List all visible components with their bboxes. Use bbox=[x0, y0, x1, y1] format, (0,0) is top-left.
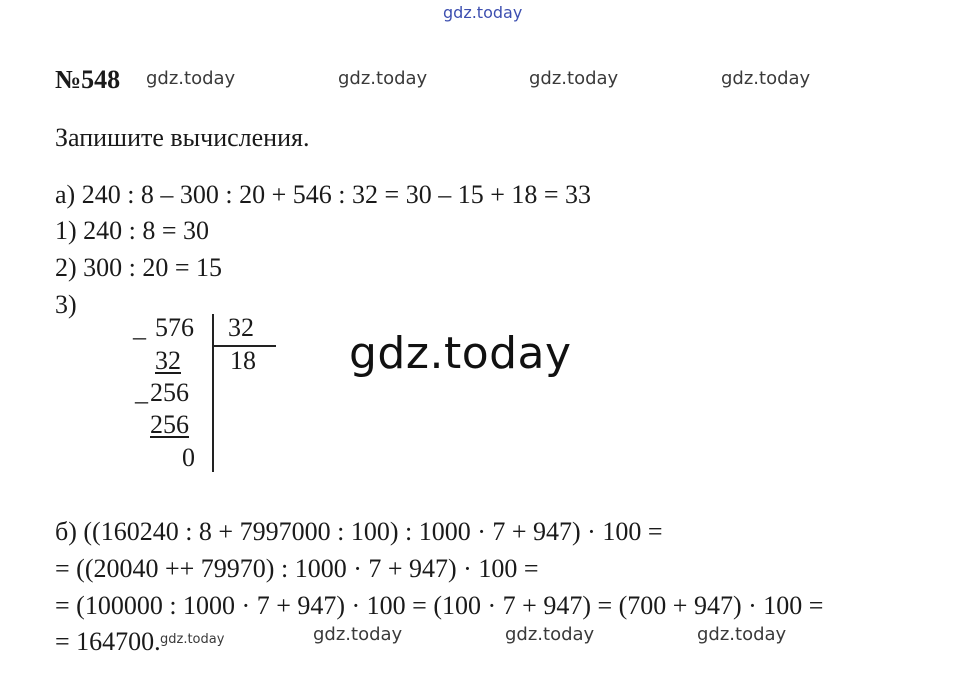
watermark-bottom-small: gdz.today bbox=[160, 632, 225, 647]
division-minus-sign-1: _ bbox=[133, 313, 146, 342]
part-b-line4: = 164700. bbox=[55, 627, 161, 656]
division-remainder-1: 256 bbox=[150, 378, 189, 407]
part-a-step1: 1) 240 : 8 = 30 bbox=[55, 216, 210, 245]
part-a-step3: 3) bbox=[55, 290, 77, 319]
part-b-line3: = (100000 : 1000 · 7 + 947) · 100 = (100 · 7 + 947) = (700 + 947) · 100 = bbox=[55, 591, 824, 620]
problem-number: №548 bbox=[55, 65, 121, 94]
division-vertical-line bbox=[212, 314, 214, 472]
division-subtrahend-2: 256 bbox=[150, 410, 189, 439]
division-quotient: 18 bbox=[230, 346, 256, 375]
division-remainder-final: 0 bbox=[182, 443, 195, 472]
part-b-line1: б) ((160240 : 8 + 7997000 : 100) : 1000 · 7 + 947) · 100 = bbox=[55, 517, 663, 546]
part-a-expression: а) 240 : 8 – 300 : 20 + 546 : 32 = 30 – 15 + 18 = 33 bbox=[55, 180, 592, 209]
division-dividend: 576 bbox=[155, 313, 194, 342]
watermark-top: gdz.today bbox=[443, 3, 523, 22]
division-divisor: 32 bbox=[228, 313, 254, 342]
watermark-row1-2: gdz.today bbox=[338, 68, 428, 89]
watermark-bottom-2: gdz.today bbox=[505, 624, 595, 645]
watermark-center: gdz.today bbox=[349, 328, 572, 379]
watermark-row1-4: gdz.today bbox=[721, 68, 811, 89]
watermark-row1-1: gdz.today bbox=[146, 68, 236, 89]
problem-instruction: Запишите вычисления. bbox=[55, 123, 310, 152]
watermark-bottom-1: gdz.today bbox=[313, 624, 403, 645]
division-subtrahend-1: 32 bbox=[155, 346, 181, 375]
watermark-bottom-3: gdz.today bbox=[697, 624, 787, 645]
watermark-row1-3: gdz.today bbox=[529, 68, 619, 89]
part-a-step2: 2) 300 : 20 = 15 bbox=[55, 253, 223, 282]
part-b-line2: = ((20040 ++ 79970) : 1000 · 7 + 947) · 100 = bbox=[55, 554, 539, 583]
division-minus-sign-2: _ bbox=[135, 377, 148, 406]
